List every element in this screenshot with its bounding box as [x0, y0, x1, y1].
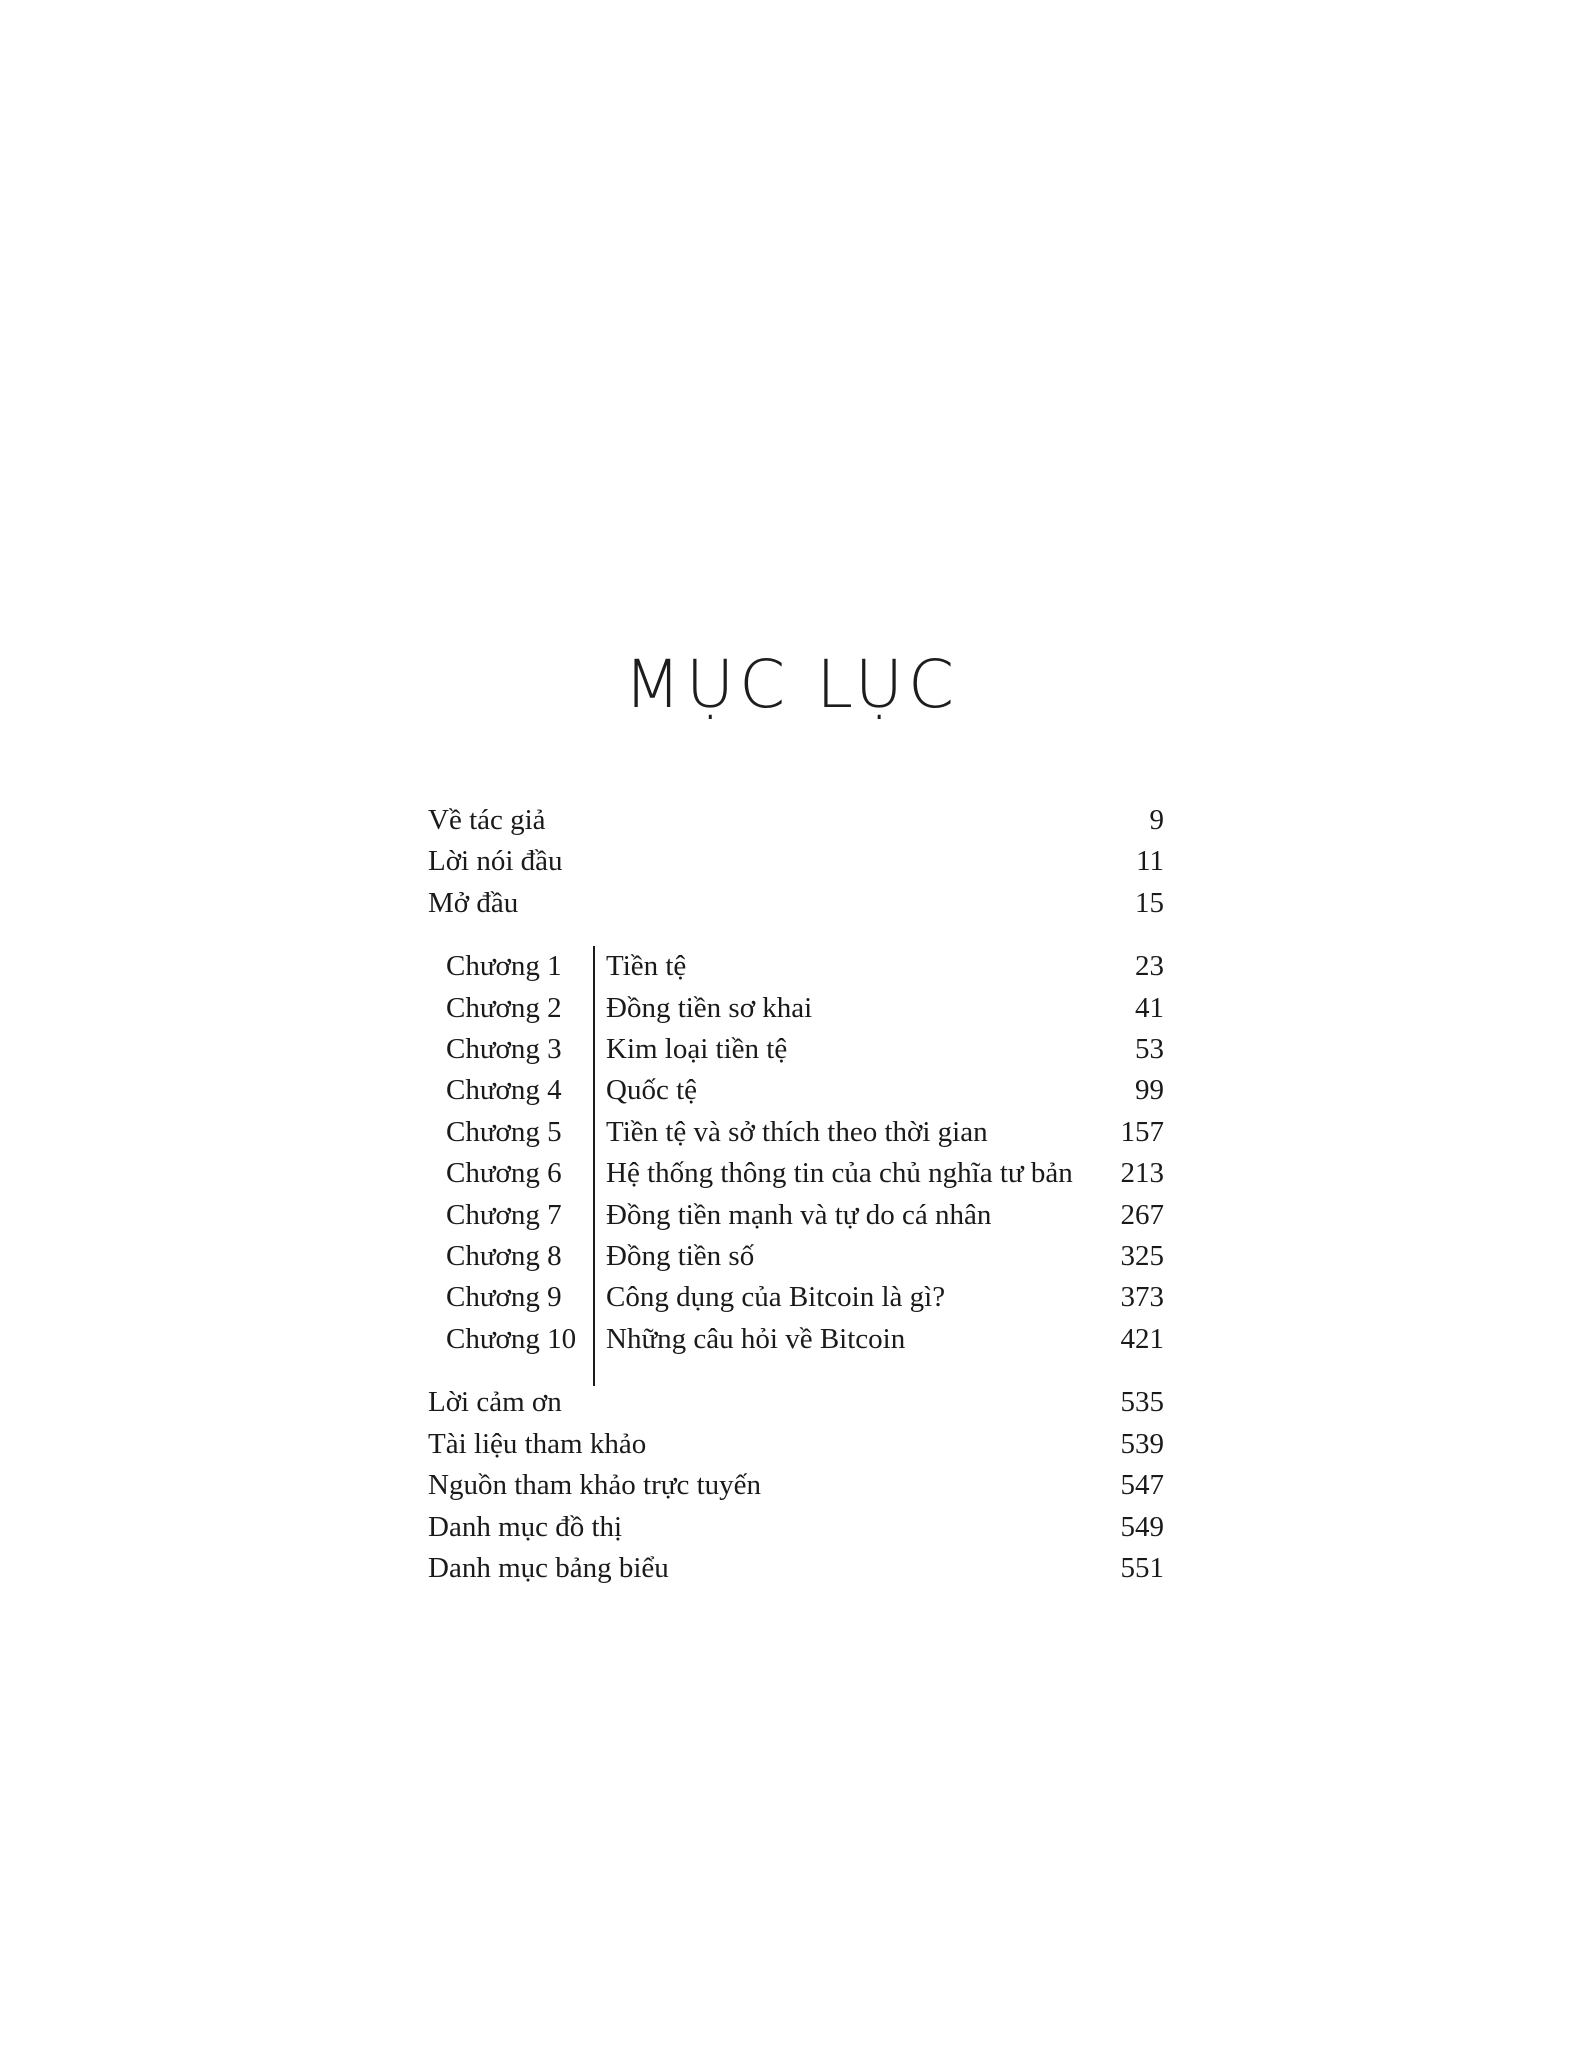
- chapter-entry[interactable]: [446, 1029, 1164, 1070]
- chapter-page: 53: [1135, 1033, 1164, 1066]
- chapter-title: Những câu hỏi về Bitcoin: [606, 1322, 906, 1355]
- chapter-page: 99: [1135, 1074, 1164, 1107]
- chapter-title: Tiền tệ và sở thích theo thời gian: [606, 1115, 988, 1148]
- chapter-number: Chương 6: [446, 1157, 562, 1190]
- toc-entry-label: Về tác giả: [428, 804, 546, 836]
- toc-entry[interactable]: [428, 800, 1164, 841]
- toc-entry-page: 11: [1136, 845, 1164, 878]
- chapter-page: 23: [1135, 950, 1164, 983]
- page-title: MỤC LỤC: [623, 646, 960, 723]
- back-matter-list: [428, 1382, 1164, 1589]
- chapter-page: 373: [1120, 1281, 1164, 1314]
- toc-entry[interactable]: [428, 1424, 1164, 1465]
- chapter-entry[interactable]: [446, 946, 1164, 987]
- toc-entry-page: 547: [1120, 1469, 1164, 1502]
- toc-entry-page: 9: [1149, 804, 1164, 836]
- toc-entry-label: Tài liệu tham khảo: [428, 1427, 647, 1460]
- chapter-number: Chương 3: [446, 1033, 562, 1066]
- toc-entry-label: Lời nói đầu: [428, 845, 563, 878]
- chapter-number: Chương 7: [446, 1198, 562, 1231]
- chapter-entry[interactable]: [446, 1236, 1164, 1277]
- chapter-entry[interactable]: [446, 1112, 1164, 1153]
- chapter-number: Chương 2: [446, 991, 562, 1024]
- toc-entry-label: Lời cảm ơn: [428, 1386, 562, 1419]
- chapter-page: 157: [1120, 1115, 1164, 1148]
- chapter-number: Chương 9: [446, 1281, 562, 1314]
- chapter-page: 421: [1120, 1322, 1164, 1355]
- chapter-title: Quốc tệ: [606, 1074, 697, 1107]
- toc-entry[interactable]: [428, 841, 1164, 882]
- toc-entry-label: Danh mục đồ thị: [428, 1510, 623, 1543]
- chapter-number: Chương 4: [446, 1074, 562, 1107]
- chapter-title: Công dụng của Bitcoin là gì?: [606, 1281, 946, 1314]
- chapter-entry[interactable]: [446, 988, 1164, 1029]
- chapter-entry[interactable]: [446, 1153, 1164, 1194]
- chapter-number: Chương 8: [446, 1240, 562, 1273]
- chapter-entry[interactable]: [446, 1195, 1164, 1236]
- chapter-title: Đồng tiền mạnh và tự do cá nhân: [606, 1198, 992, 1231]
- chapter-entry[interactable]: [446, 1319, 1164, 1360]
- front-matter-list: [428, 800, 1164, 924]
- chapter-page: 325: [1120, 1240, 1164, 1273]
- chapter-list: [428, 946, 1164, 1382]
- chapter-divider-line: [593, 946, 595, 1386]
- toc-entry[interactable]: [428, 883, 1164, 924]
- toc-entry[interactable]: [428, 1465, 1164, 1506]
- chapter-title: Đồng tiền sơ khai: [606, 991, 813, 1024]
- chapter-entry[interactable]: [446, 1277, 1164, 1318]
- chapter-title: Kim loại tiền tệ: [606, 1033, 788, 1066]
- toc-entry[interactable]: [428, 1382, 1164, 1423]
- chapter-entry[interactable]: [446, 1070, 1164, 1111]
- chapter-page: 267: [1120, 1198, 1164, 1231]
- toc-entry-page: 15: [1135, 886, 1164, 919]
- toc-entry[interactable]: [428, 1548, 1164, 1589]
- toc-entry[interactable]: [428, 1507, 1164, 1548]
- toc-entry-page: 551: [1120, 1551, 1164, 1584]
- toc-entry-label: Mở đầu: [428, 886, 519, 919]
- toc-entry-label: Danh mục bảng biểu: [428, 1551, 669, 1584]
- chapter-title: Tiền tệ: [606, 950, 687, 983]
- toc-entry-label: Nguồn tham khảo trực tuyến: [428, 1469, 762, 1502]
- chapter-number: Chương 1: [446, 950, 562, 983]
- table-of-contents: [428, 800, 1164, 1589]
- toc-entry-page: 539: [1120, 1427, 1164, 1460]
- chapter-title: Đồng tiền số: [606, 1240, 755, 1273]
- chapter-page: 41: [1135, 991, 1164, 1024]
- toc-entry-page: 535: [1120, 1386, 1164, 1419]
- chapter-number: Chương 5: [446, 1115, 562, 1148]
- chapter-page: 213: [1120, 1157, 1164, 1190]
- toc-entry-page: 549: [1120, 1510, 1164, 1543]
- chapter-title: Hệ thống thông tin của chủ nghĩa tư bản: [606, 1157, 1073, 1190]
- chapter-number: Chương 10: [446, 1322, 577, 1355]
